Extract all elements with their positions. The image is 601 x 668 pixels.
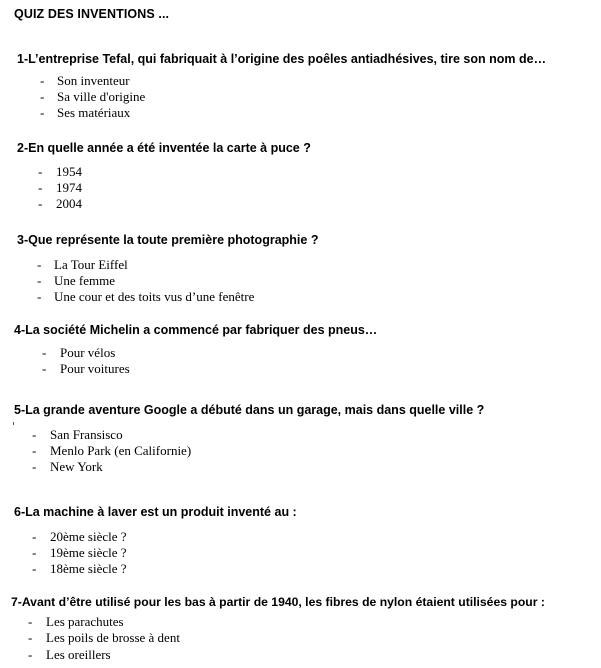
option-label: Sa ville d'origine [57, 89, 146, 104]
option-dash: - [40, 73, 45, 88]
option-label: 20ème siècle ? [50, 529, 127, 544]
option-label: Les oreillers [46, 647, 111, 662]
option-label: 2004 [56, 196, 82, 211]
question-6: 6-La machine à laver est un produit inventé au : [14, 505, 297, 519]
option-dash: - [40, 89, 45, 104]
option-label: Ses matériaux [57, 105, 131, 120]
quiz-title: QUIZ DES INVENTIONS ... [14, 7, 170, 21]
option-dash: - [28, 630, 33, 645]
option-label: Menlo Park (en Californie) [50, 443, 192, 458]
question-7: 7-Avant d’être utilisé pour les bas à partir de 1940, les fibres de nylon étaient utilisées pour : [11, 595, 545, 609]
option-dash: - [32, 529, 37, 544]
option-label: 19ème siècle ? [50, 545, 127, 560]
option-dash: - [28, 647, 33, 662]
option-label: La Tour Eiffel [54, 257, 128, 272]
option-dash: - [32, 427, 37, 442]
option-dash: - [28, 614, 33, 629]
question-3: 3-Que représente la toute première photographie ? [17, 233, 319, 247]
option-dash: - [37, 273, 42, 288]
option-label: Une femme [54, 273, 116, 288]
option-dash: - [38, 180, 43, 195]
option-dash: - [37, 289, 42, 304]
option-dash: - [32, 443, 37, 458]
option-dash: - [40, 105, 45, 120]
option-dash: - [42, 345, 47, 360]
option-label: Pour voitures [60, 361, 130, 376]
option-label: New York [50, 459, 103, 474]
option-label: 1954 [56, 164, 82, 179]
question-4: 4-La société Michelin a commencé par fabriquer des pneus… [14, 323, 378, 337]
option-label: Une cour et des toits vus d’une fenêtre [54, 289, 255, 304]
option-label: 1974 [56, 180, 82, 195]
option-dash: - [32, 561, 37, 576]
option-dash: - [42, 361, 47, 376]
option-label: Les poils de brosse à dent [46, 630, 180, 645]
option-dash: - [38, 164, 43, 179]
question-5: 5-La grande aventure Google a débuté dans un garage, mais dans quelle ville ? [14, 403, 485, 417]
option-label: Pour vélos [60, 345, 116, 360]
option-dash: - [32, 459, 37, 474]
stray-mark [13, 422, 14, 425]
option-dash: - [37, 257, 42, 272]
question-1: 1-L’entreprise Tefal, qui fabriquait à l’origine des poêles antiadhésives, tire son nom de… [17, 52, 547, 66]
option-label: Les parachutes [46, 614, 124, 629]
option-label: San Fransisco [50, 427, 123, 442]
question-2: 2-En quelle année a été inventée la carte à puce ? [17, 141, 311, 155]
option-dash: - [32, 545, 37, 560]
option-label: 18ème siècle ? [50, 561, 127, 576]
option-label: Son inventeur [57, 73, 130, 88]
option-dash: - [38, 196, 43, 211]
